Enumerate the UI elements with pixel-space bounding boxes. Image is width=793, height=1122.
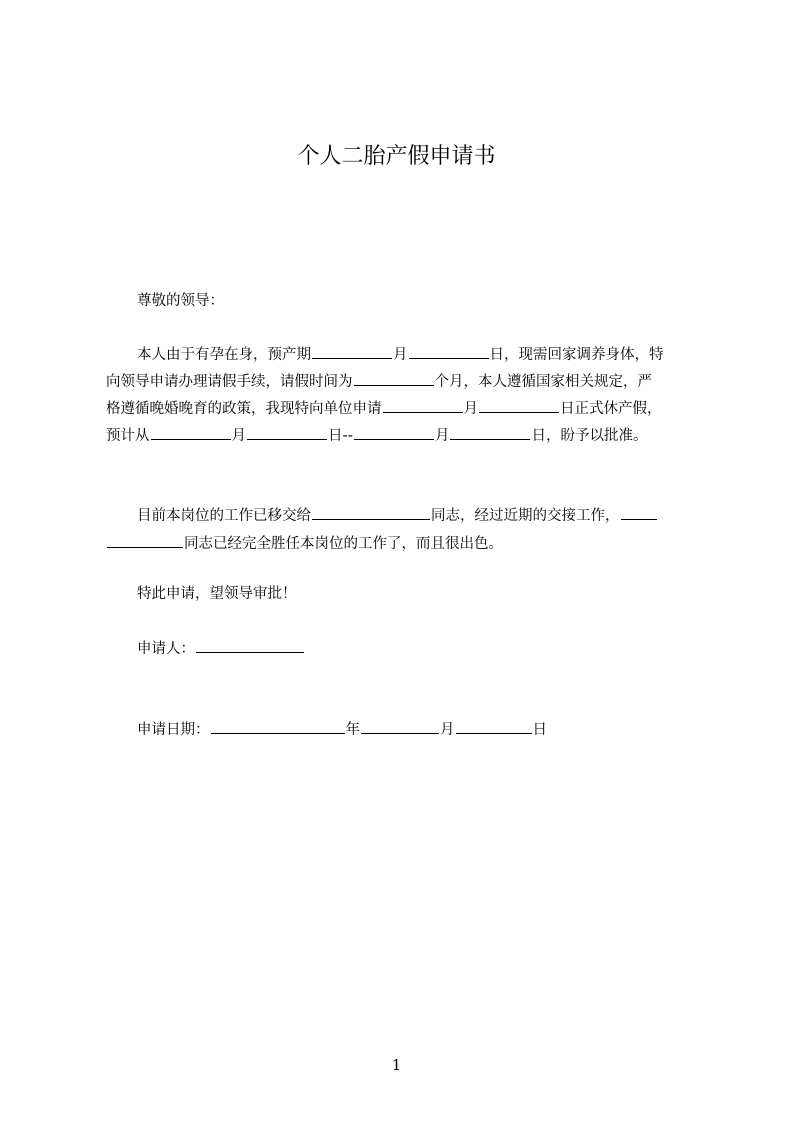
paragraph-1-line-4	[106, 425, 647, 446]
blank-to-month[interactable]	[354, 425, 434, 440]
blank-handover-colleague[interactable]	[312, 505, 430, 520]
applicant-label: 申请人：	[137, 641, 195, 657]
text-segment: 本人由于有孕在身，预产期	[137, 347, 311, 363]
blank-due-day[interactable]	[409, 344, 489, 359]
text-segment: 月	[231, 428, 246, 444]
text-segment: 预计从	[106, 428, 150, 444]
application-date-line	[137, 719, 547, 740]
blank-from-month[interactable]	[151, 425, 231, 440]
text-segment: 日正式休产假，	[560, 401, 662, 417]
text-segment: 日--	[328, 428, 353, 444]
text-segment: 同志已经完全胜任本岗位的工作了，而且很出色。	[184, 536, 503, 552]
blank-day[interactable]	[456, 719, 532, 734]
salutation: 尊敬的领导：	[137, 293, 224, 309]
year-unit: 年	[345, 722, 360, 738]
blank-to-day[interactable]	[450, 425, 530, 440]
paragraph-2-line-1	[137, 505, 658, 526]
blank-start-day[interactable]	[479, 398, 559, 413]
blank-successor-name-part-1[interactable]	[621, 505, 657, 520]
paragraph-1-line-2	[106, 371, 652, 392]
paragraph-1-line-1	[137, 344, 664, 365]
paragraph-1-line-3	[106, 398, 662, 419]
blank-from-day[interactable]	[247, 425, 327, 440]
month-unit: 月	[440, 722, 455, 738]
date-label: 申请日期：	[137, 722, 210, 738]
blank-start-month[interactable]	[383, 398, 463, 413]
text-segment: 目前本岗位的工作已移交给	[137, 508, 311, 524]
text-segment: 日，现需回家调养身体，特	[489, 347, 664, 363]
blank-successor-name-part-2[interactable]	[107, 533, 183, 548]
text-segment: 格遵循晚婚晚育的政策，我现特向单位申请	[106, 401, 382, 417]
text-segment: 个月，本人遵循国家相关规定，严	[434, 374, 652, 390]
applicant-line	[137, 638, 305, 659]
text-segment: 日，盼予以批准。	[531, 428, 648, 444]
blank-due-month[interactable]	[312, 344, 392, 359]
closing-line: 特此申请，望领导审批！	[137, 586, 297, 602]
text-segment: 月	[463, 401, 478, 417]
blank-applicant-name[interactable]	[196, 638, 304, 653]
blank-month[interactable]	[361, 719, 439, 734]
text-segment: 月	[393, 347, 408, 363]
page-number: 1	[391, 1056, 402, 1074]
blank-leave-months[interactable]	[354, 371, 434, 386]
document-title: 个人二胎产假申请书	[297, 144, 496, 169]
paragraph-2-line-2	[106, 533, 503, 554]
text-segment: 同志，经过近期的交接工作，	[431, 508, 620, 524]
day-unit: 日	[532, 722, 547, 738]
text-segment: 向领导申请办理请假手续，请假时间为	[106, 374, 353, 390]
text-segment: 月	[434, 428, 450, 444]
blank-year[interactable]	[211, 719, 345, 734]
